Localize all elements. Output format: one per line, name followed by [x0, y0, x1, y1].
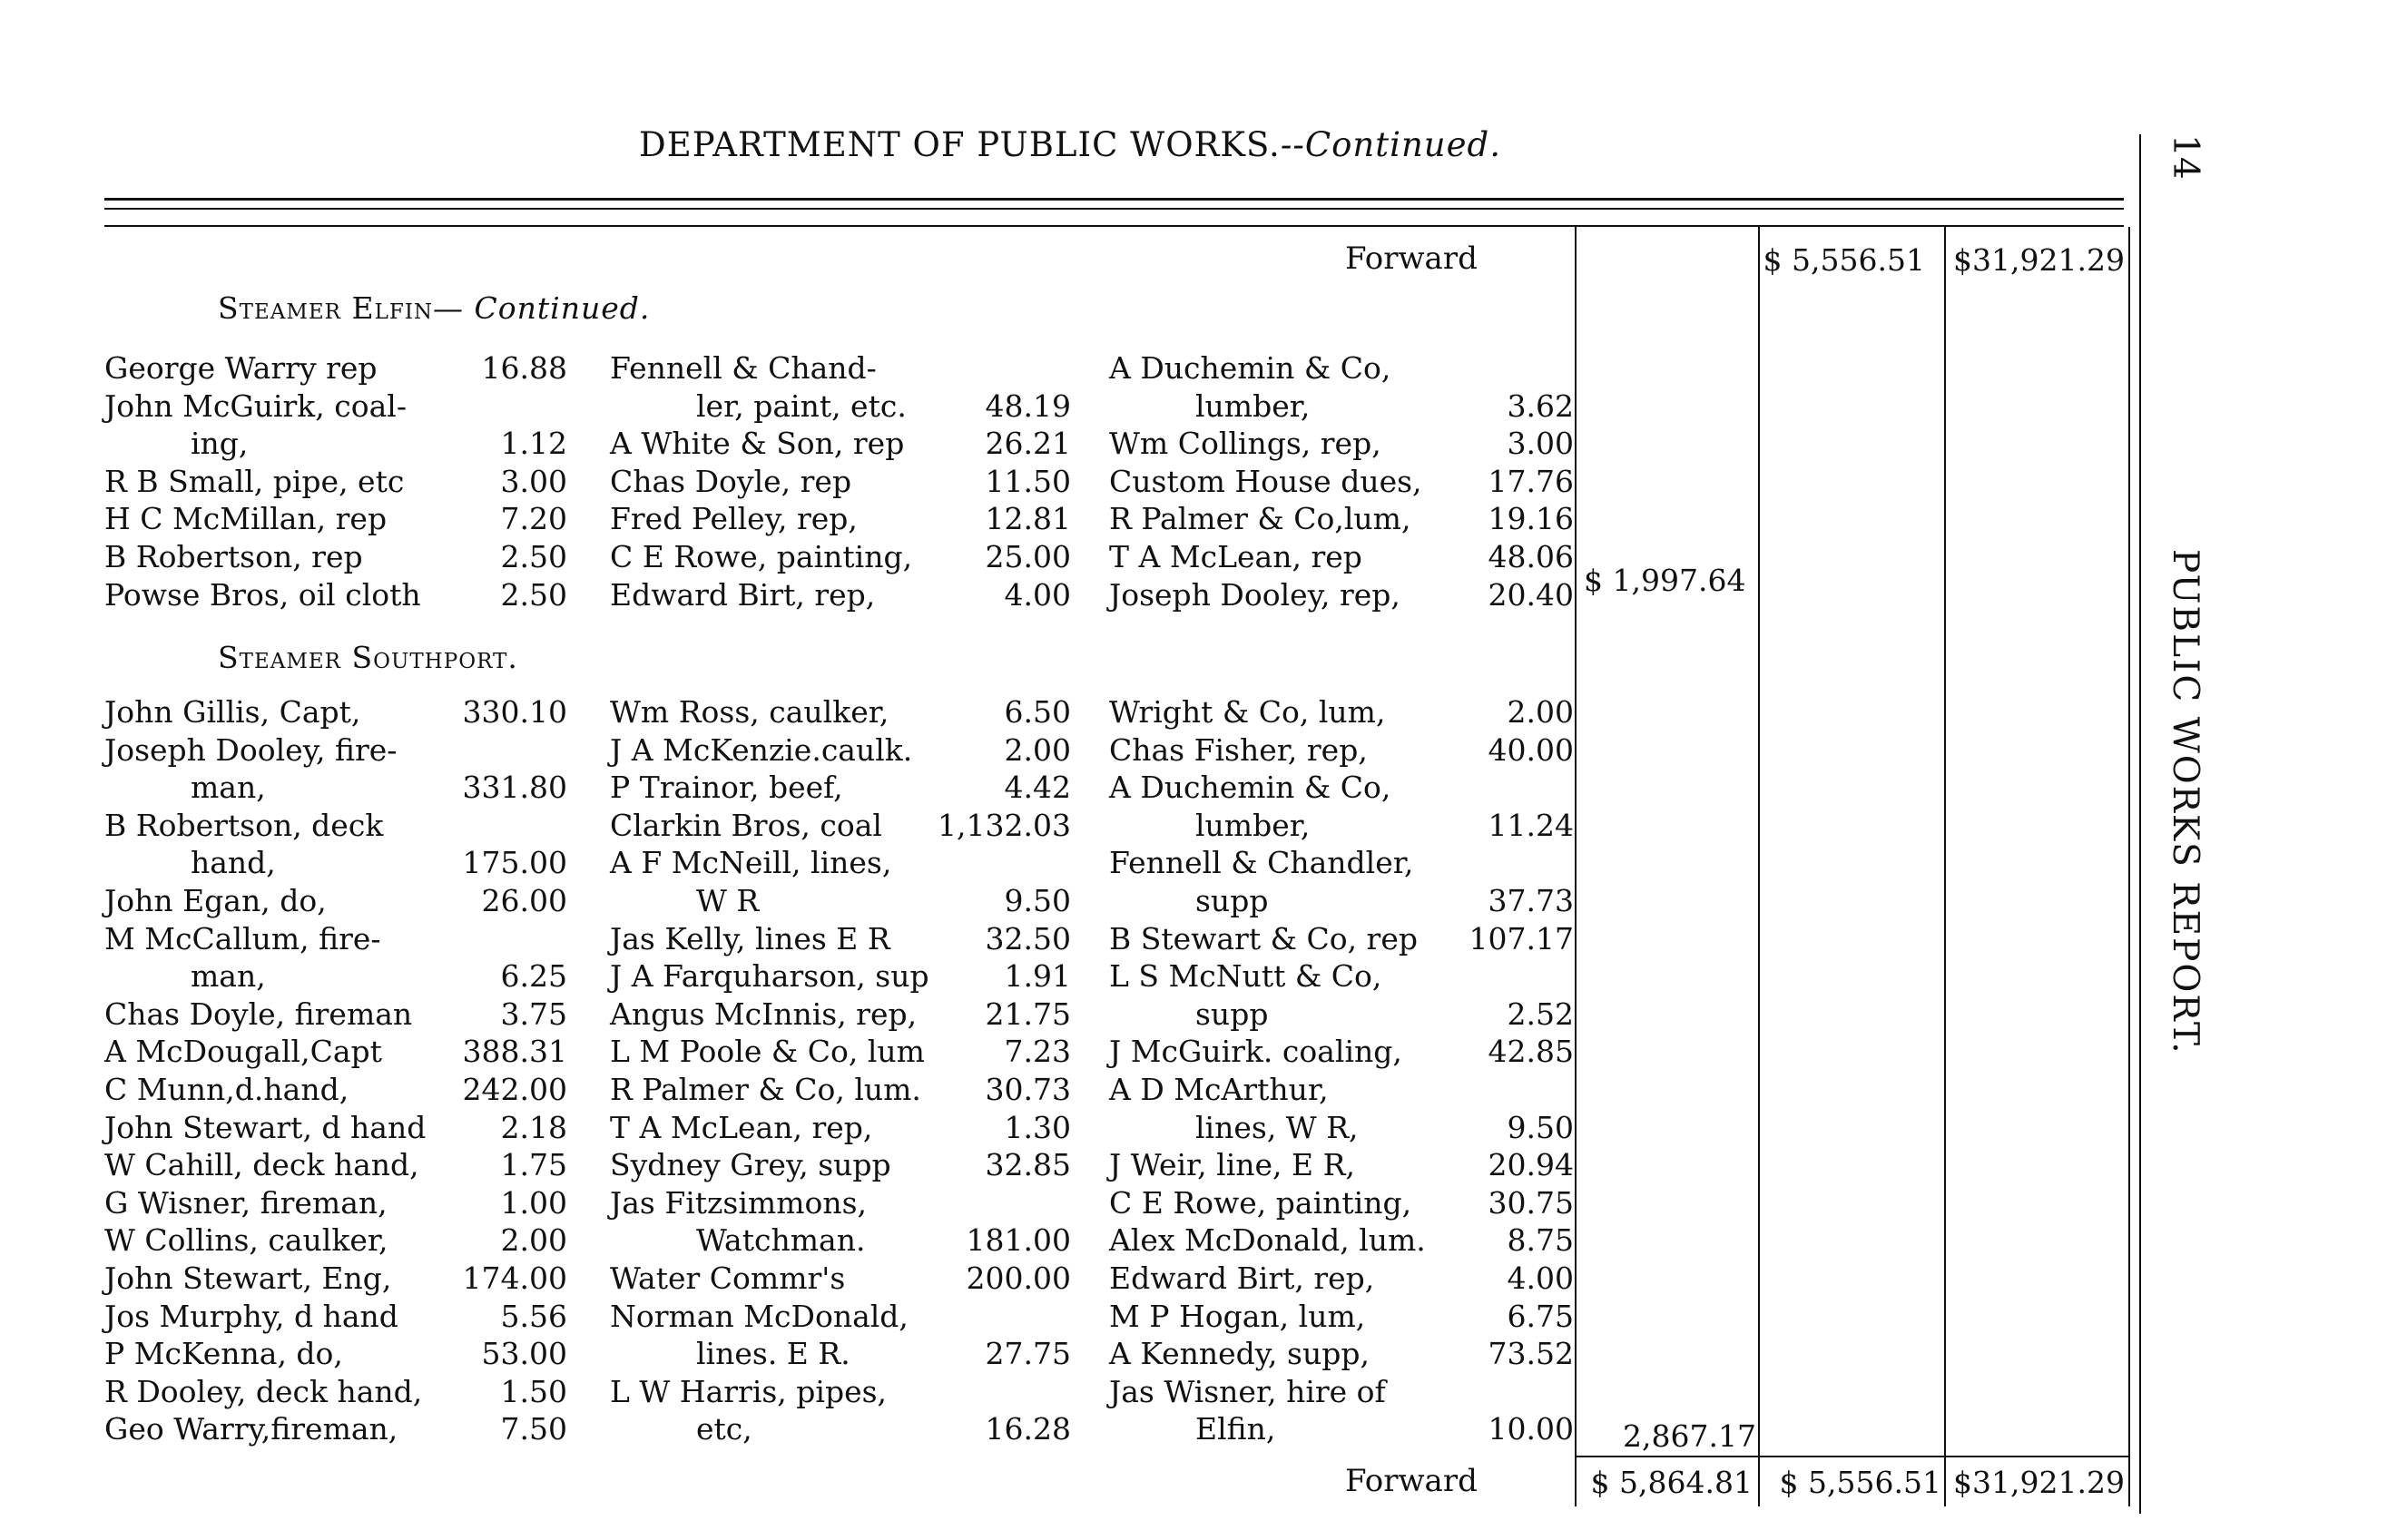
entry-amount: 37.73	[1488, 882, 1574, 918]
ledger-entry	[610, 769, 1071, 807]
entry-name: L S McNutt & Co,	[1109, 958, 1382, 995]
entry-amount: 21.75	[985, 996, 1071, 1032]
ledger-entry	[610, 1109, 1071, 1147]
entry-amount: 25.00	[985, 538, 1071, 574]
entry-name: M P Hogan, lum,	[1109, 1298, 1366, 1334]
ledger-entry	[104, 1335, 567, 1373]
entry-name: Wm Collings, rep,	[1109, 426, 1381, 462]
entry-name: Water Commr's	[610, 1260, 846, 1296]
entry-amount: 6.75	[1507, 1298, 1574, 1334]
entry-amount: 73.52	[1488, 1336, 1574, 1372]
ledger-entry	[1109, 1260, 1574, 1298]
entry-name: Custom House dues,	[1109, 463, 1422, 499]
entry-name: G Wisner, fireman,	[104, 1184, 388, 1221]
entry-name: ing,	[191, 426, 249, 462]
entry-name: George Warry rep	[104, 350, 378, 386]
ledger-entry	[104, 693, 567, 731]
entry-name: L M Poole & Co, lum	[610, 1034, 925, 1070]
entry-amount: 107.17	[1469, 920, 1574, 956]
ledger-entry	[610, 500, 1071, 538]
ledger-entry	[1109, 1335, 1574, 1373]
ledger-entry	[104, 349, 567, 387]
ledger-entry	[610, 1298, 1071, 1336]
section-heading-elfin-text: Steamer Elfin	[218, 290, 434, 326]
ledger-entry	[1109, 769, 1574, 807]
ledger-entry	[104, 1033, 567, 1071]
entry-amount: 330.10	[462, 694, 567, 730]
ledger-entry	[104, 538, 567, 576]
entry-name: Jas Kelly, lines E R	[610, 920, 890, 956]
ledger-entry	[104, 920, 567, 958]
southport-column-1	[104, 693, 567, 1448]
entry-amount: 3.62	[1507, 387, 1574, 424]
forward-bottom-col4: $ 5,556.51	[1779, 1465, 1941, 1500]
entry-amount: 6.50	[1004, 694, 1071, 730]
entry-amount: 242.00	[462, 1071, 567, 1107]
ledger-entry	[610, 1033, 1071, 1071]
entry-amount: 20.94	[1488, 1147, 1574, 1183]
entry-name: Wright & Co, lum,	[1109, 694, 1386, 730]
ledger-entry	[104, 1184, 567, 1222]
entry-name: Sydney Grey, supp	[610, 1147, 891, 1183]
ledger-entry	[1109, 387, 1574, 426]
section-heading-southport-text: Steamer Southport.	[218, 640, 518, 675]
entry-amount: 10.00	[1488, 1411, 1574, 1447]
entry-amount: 8.75	[1507, 1222, 1574, 1259]
entry-name: Watchman.	[696, 1222, 866, 1259]
entry-amount: 1.00	[500, 1184, 567, 1221]
entry-name: John Gillis, Capt,	[104, 694, 361, 730]
entry-name: Fred Pelley, rep,	[610, 501, 858, 537]
entry-name: C E Rowe, painting,	[1109, 1184, 1412, 1221]
entry-name: W Collins, caulker,	[104, 1222, 388, 1259]
money-column-line-4	[2128, 227, 2130, 1506]
entry-name: John Stewart, Eng,	[104, 1260, 392, 1296]
section-heading-elfin	[218, 290, 650, 326]
ledger-entry	[1109, 1373, 1574, 1411]
entry-name: B Robertson, deck	[104, 807, 384, 843]
entry-name: A Kennedy, supp,	[1109, 1336, 1370, 1372]
forward-bottom-col3: $ 5,864.81	[1590, 1465, 1753, 1500]
ledger-entry	[1109, 844, 1574, 882]
ledger-entry	[1109, 1109, 1574, 1147]
ledger-entry	[610, 807, 1071, 845]
elfin-column-1	[104, 349, 567, 613]
ledger-entry	[104, 807, 567, 845]
entry-amount: 12.81	[985, 501, 1071, 537]
entry-amount: 7.23	[1004, 1034, 1071, 1070]
entry-name: hand,	[191, 845, 276, 881]
entry-amount: 16.28	[985, 1411, 1071, 1447]
right-margin-rule	[2139, 134, 2141, 1514]
ledger-entry	[1109, 425, 1574, 463]
entry-name: A D McArthur,	[1109, 1071, 1329, 1107]
ledger-entry	[610, 425, 1071, 463]
money-column-line-3	[1944, 227, 1946, 1506]
ledger-entry	[1109, 576, 1574, 614]
entry-amount: 26.21	[985, 426, 1071, 462]
ledger-entry	[104, 463, 567, 501]
entry-amount: 3.00	[1507, 426, 1574, 462]
entry-name: lines. E R.	[696, 1336, 850, 1372]
ledger-entry	[1109, 538, 1574, 576]
ledger-entry	[610, 920, 1071, 958]
ledger-entry	[104, 387, 567, 426]
ledger-entry	[610, 996, 1071, 1034]
entry-name: B Stewart & Co, rep	[1109, 920, 1418, 956]
southport-subtotal: 2,867.17	[1623, 1418, 1756, 1454]
ledger-entry	[104, 1298, 567, 1336]
entry-amount: 2.00	[500, 1222, 567, 1259]
page-title	[0, 125, 2140, 164]
entry-amount: 32.85	[985, 1147, 1071, 1183]
ledger-entry	[1109, 1221, 1574, 1260]
entry-amount: 1.50	[500, 1373, 567, 1409]
ledger-entry	[610, 731, 1071, 770]
entry-name: P Trainor, beef,	[610, 770, 843, 806]
entry-name: Clarkin Bros, coal	[610, 807, 882, 843]
entry-name: supp	[1195, 882, 1269, 918]
ledger-entry	[610, 1071, 1071, 1109]
entry-name: Joseph Dooley, rep,	[1109, 576, 1400, 613]
ledger-entry	[610, 1335, 1071, 1373]
entry-amount: 1.12	[500, 426, 567, 462]
entry-name: Jas Wisner, hire of	[1109, 1373, 1386, 1409]
ledger-entry	[104, 500, 567, 538]
entry-name: Jos Murphy, d hand	[104, 1298, 398, 1334]
entry-amount: 200.00	[966, 1260, 1071, 1296]
entry-amount: 53.00	[481, 1336, 567, 1372]
entry-name: H C McMillan, rep	[104, 501, 388, 537]
entry-name: Edward Birt, rep,	[1109, 1260, 1375, 1296]
entry-amount: 4.00	[1507, 1260, 1574, 1296]
ledger-entry	[1109, 807, 1574, 845]
entry-name: M McCallum, fire-	[104, 920, 381, 956]
ledger-entry	[104, 769, 567, 807]
ledger-entry	[610, 387, 1071, 426]
entry-name: W R	[696, 882, 760, 918]
entry-amount: 2.50	[500, 538, 567, 574]
ledger-entry	[1109, 920, 1574, 958]
entry-amount: 175.00	[462, 845, 567, 881]
running-title: PUBLIC WORKS REPORT.	[2165, 549, 2205, 1055]
forward-bottom-label: Forward	[1345, 1463, 1478, 1499]
page-title-text: DEPARTMENT OF PUBLIC WORKS.	[639, 125, 1281, 164]
subtotal-rule	[1577, 1456, 2128, 1457]
ledger-entry	[104, 425, 567, 463]
ledger-entry	[104, 731, 567, 770]
ledger-entry	[104, 1146, 567, 1184]
entry-amount: 11.24	[1488, 807, 1574, 843]
section-heading-elfin-continued: — Continued.	[433, 290, 651, 326]
forward-bottom-col5: $31,921.29	[1953, 1465, 2125, 1500]
entry-name: John Egan, do,	[104, 882, 327, 918]
entry-name: J A McKenzie.caulk.	[610, 731, 913, 768]
entry-name: Jas Fitzsimmons,	[610, 1184, 868, 1221]
entry-name: J Weir, line, E R,	[1109, 1147, 1355, 1183]
entry-amount: 1.75	[500, 1147, 567, 1183]
ledger-entry	[104, 1221, 567, 1260]
entry-amount: 3.00	[500, 463, 567, 499]
entry-name: A McDougall,Capt	[104, 1034, 382, 1070]
entry-amount: 181.00	[966, 1222, 1071, 1259]
entry-name: B Robertson, rep	[104, 538, 363, 574]
ledger-entry	[104, 844, 567, 882]
entry-name: L W Harris, pipes,	[610, 1373, 888, 1409]
ledger-entry	[104, 882, 567, 920]
entry-amount: 2.00	[1507, 694, 1574, 730]
entry-name: Chas Doyle, fireman	[104, 996, 413, 1032]
entry-name: A F McNeill, lines,	[610, 845, 892, 881]
entry-name: Wm Ross, caulker,	[610, 694, 889, 730]
entry-name: T A McLean, rep,	[610, 1109, 873, 1145]
entry-name: R Palmer & Co,lum,	[1109, 501, 1411, 537]
ledger-entry	[1109, 1184, 1574, 1222]
entry-name: man,	[191, 770, 266, 806]
entry-amount: 174.00	[462, 1260, 567, 1296]
ledger-entry	[104, 1410, 567, 1448]
ledger-entry	[610, 463, 1071, 501]
entry-name: ler, paint, etc.	[696, 387, 907, 424]
header-rule-bottom	[104, 208, 2124, 210]
ledger-entry	[1109, 349, 1574, 387]
forward-top-col5: $31,921.29	[1953, 242, 2125, 278]
ledger-entry	[104, 1260, 567, 1298]
entry-name: Powse Bros, oil cloth	[104, 576, 421, 613]
entry-amount: 4.42	[1004, 770, 1071, 806]
entry-amount: 26.00	[481, 882, 567, 918]
entry-name: J McGuirk. coaling,	[1109, 1034, 1402, 1070]
ledger-entry	[610, 844, 1071, 882]
ledger-entry	[1109, 1298, 1574, 1336]
entry-name: C Munn,d.hand,	[104, 1071, 349, 1107]
ledger-entry	[1109, 731, 1574, 770]
ledger-entry	[610, 957, 1071, 996]
entry-name: W Cahill, deck hand,	[104, 1147, 419, 1183]
page-title-continued: --Continued.	[1280, 125, 1501, 164]
entry-amount: 48.06	[1488, 538, 1574, 574]
entry-name: Fennell & Chand-	[610, 350, 877, 386]
ledger-entry	[1109, 1033, 1574, 1071]
entry-amount: 331.80	[462, 770, 567, 806]
entry-amount: 3.75	[500, 996, 567, 1032]
ledger-entry	[104, 1109, 567, 1147]
entry-amount: 1.91	[1004, 958, 1071, 995]
ledger-entry	[610, 538, 1071, 576]
entry-name: R B Small, pipe, etc	[104, 463, 405, 499]
entry-amount: 16.88	[481, 350, 567, 386]
ledger-entry	[610, 1221, 1071, 1260]
entry-amount: 20.40	[1488, 576, 1574, 613]
entry-amount: 32.50	[985, 920, 1071, 956]
ledger-entry	[610, 349, 1071, 387]
ledger-entry	[610, 882, 1071, 920]
entry-name: P McKenna, do,	[104, 1336, 343, 1372]
entry-name: A White & Son, rep	[610, 426, 905, 462]
entry-amount: 6.25	[500, 958, 567, 995]
entry-name: Geo Warry,fireman,	[104, 1411, 398, 1447]
entry-name: man,	[191, 958, 266, 995]
entry-amount: 2.52	[1507, 996, 1574, 1032]
entry-amount: 7.20	[500, 501, 567, 537]
entry-name: J A Farquharson, sup	[610, 958, 929, 995]
entry-amount: 19.16	[1488, 501, 1574, 537]
entry-name: R Palmer & Co, lum.	[610, 1071, 921, 1107]
ledger-entry	[1109, 957, 1574, 996]
entry-amount: 30.75	[1488, 1184, 1574, 1221]
elfin-column-2	[610, 349, 1071, 613]
entry-name: Alex McDonald, lum.	[1109, 1222, 1426, 1259]
entry-name: Elfin,	[1195, 1411, 1276, 1447]
elfin-subtotal: $ 1,997.64	[1584, 563, 1746, 598]
entry-amount: 9.50	[1507, 1109, 1574, 1145]
entry-amount: 42.85	[1488, 1034, 1574, 1070]
entry-name: supp	[1195, 996, 1269, 1032]
entry-name: lumber,	[1195, 807, 1311, 843]
ledger-entry	[610, 1184, 1071, 1222]
entry-amount: 48.19	[985, 387, 1071, 424]
entry-name: Chas Fisher, rep,	[1109, 731, 1368, 768]
entry-name: Norman McDonald,	[610, 1298, 909, 1334]
entry-name: John McGuirk, coal-	[104, 387, 408, 424]
entry-amount: 2.50	[500, 576, 567, 613]
ledger-entry	[610, 576, 1071, 614]
ledger-entry	[610, 1373, 1071, 1411]
entry-name: R Dooley, deck hand,	[104, 1373, 423, 1409]
entry-name: Joseph Dooley, fire-	[104, 731, 398, 768]
entry-amount: 11.50	[985, 463, 1071, 499]
entry-amount: 5.56	[500, 1298, 567, 1334]
entry-amount: 7.50	[500, 1411, 567, 1447]
entry-amount: 2.00	[1004, 731, 1071, 768]
entry-amount: 2.18	[500, 1109, 567, 1145]
ledger-entry	[104, 1071, 567, 1109]
entry-name: Chas Doyle, rep	[610, 463, 852, 499]
ledger-entry	[1109, 463, 1574, 501]
ledger-entry	[104, 957, 567, 996]
entry-amount: 17.76	[1488, 463, 1574, 499]
entry-name: lines, W R,	[1195, 1109, 1359, 1145]
entry-amount: 27.75	[985, 1336, 1071, 1372]
ledger-entry	[1109, 996, 1574, 1034]
entry-amount: 40.00	[1488, 731, 1574, 768]
entry-amount: 9.50	[1004, 882, 1071, 918]
entry-name: etc,	[696, 1411, 752, 1447]
entry-name: Angus McInnis, rep,	[610, 996, 918, 1032]
entry-amount: 1.30	[1004, 1109, 1071, 1145]
entry-name: Edward Birt, rep,	[610, 576, 876, 613]
entry-amount: 30.73	[985, 1071, 1071, 1107]
ledger-entry	[610, 1260, 1071, 1298]
page-number: 14	[2165, 134, 2205, 180]
ledger-entry	[104, 576, 567, 614]
ledger-entry	[1109, 882, 1574, 920]
entry-name: lumber,	[1195, 387, 1311, 424]
ledger-entry	[1109, 693, 1574, 731]
forward-top-label: Forward	[1345, 240, 1478, 277]
money-column-line-1	[1575, 227, 1577, 1506]
entry-name: A Duchemin & Co,	[1109, 770, 1391, 806]
section-rule	[104, 225, 2124, 227]
money-column-line-2	[1758, 227, 1760, 1506]
entry-name: Fennell & Chandler,	[1109, 845, 1414, 881]
southport-column-3	[1109, 693, 1574, 1448]
ledger-entry	[610, 693, 1071, 731]
header-rule-top	[104, 198, 2124, 201]
ledger-entry	[610, 1146, 1071, 1184]
entry-name: John Stewart, d hand	[104, 1109, 427, 1145]
entry-amount: 4.00	[1004, 576, 1071, 613]
entry-name: A Duchemin & Co,	[1109, 350, 1391, 386]
southport-column-2	[610, 693, 1071, 1448]
ledger-entry	[104, 996, 567, 1034]
ledger-entry	[610, 1410, 1071, 1448]
ledger-entry	[1109, 1146, 1574, 1184]
elfin-column-3	[1109, 349, 1574, 613]
ledger-entry	[104, 1373, 567, 1411]
forward-top-col4: $ 5,556.51	[1763, 242, 1925, 278]
entry-amount: 1,132.03	[938, 807, 1071, 843]
entry-amount: 388.31	[462, 1034, 567, 1070]
entry-name: T A McLean, rep	[1109, 538, 1362, 574]
section-heading-southport	[218, 640, 518, 675]
ledger-entry	[1109, 1410, 1574, 1448]
ledger-entry	[1109, 1071, 1574, 1109]
entry-name: C E Rowe, painting,	[610, 538, 913, 574]
ledger-entry	[1109, 500, 1574, 538]
